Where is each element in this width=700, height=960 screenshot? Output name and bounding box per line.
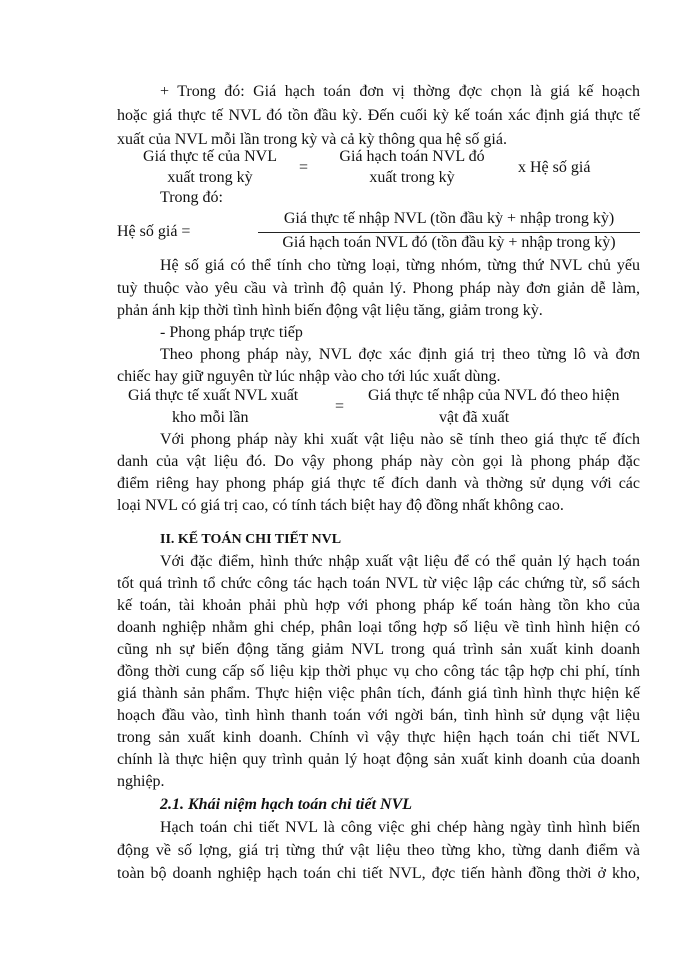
formula-equals: = xyxy=(335,398,345,415)
formula-rhs-line: xuất trong kỳ xyxy=(369,169,455,186)
paragraph-line: hoặc giá thực tế NVL đó tồn đầu kỳ. Đến cuối kỳ kế toán xác định giá thực tế xyxy=(117,107,640,124)
formula-lhs-line: Giá thực tế xuất NVL xuất xyxy=(128,387,299,404)
paragraph-line: trong sản xuất kinh doanh. Chính vì vậy thực hiện hạch toán chi tiết NVL xyxy=(117,729,640,746)
formula-rhs-line: Giá hạch toán NVL đó xyxy=(339,148,485,165)
paragraph-line: loại NVL có giá trị cao, có tính tách biệt hay độ đồng nhất không cao. xyxy=(117,497,564,514)
formula-equals: = xyxy=(299,159,309,176)
trong-do-label: Trong đó: xyxy=(160,189,223,206)
formula-lhs-line: kho mỗi lần xyxy=(172,409,249,426)
formula-numerator: Giá thực tế nhập NVL (tồn đầu kỳ + nhập trong kỳ) xyxy=(283,210,615,227)
formula-lhs: Hệ số giá = xyxy=(117,223,191,240)
paragraph-line: giá thành sản phẩm. Thực hiện việc phân tích, đánh giá tình hình thực hiện kế xyxy=(117,685,640,702)
formula-lhs-line: xuất trong kỳ xyxy=(167,169,253,186)
paragraph-line: cũng nh sự biến động tăng giảm NVL trong quá trình sản xuất kinh doanh xyxy=(117,641,640,658)
paragraph-line: tốt quá trình tổ chức công tác hạch toán NVL từ việc lập các chứng từ, sổ sách xyxy=(117,575,640,592)
paragraph-line: điểm riêng hay phong pháp giá thực tế đích danh và thờng sử dụng với các xyxy=(117,475,640,492)
paragraph-line: Với đặc điểm, hình thức nhập xuất vật liệu để có thể quản lý hạch toán xyxy=(160,553,640,570)
subsection-heading: 2.1. Khái niệm hạch toán chi tiết NVL xyxy=(160,796,413,813)
paragraph-line: + Trong đó: Giá hạch toán đơn vị thờng đợc chọn là giá kế hoạch xyxy=(160,83,640,100)
paragraph-line: kế toán, tài khoản phải phù hợp với phong pháp kế toán hàng tồn kho của xyxy=(117,597,640,614)
paragraph-line: Hệ số giá có thể tính cho từng loại, từng nhóm, từng thứ NVL chủ yếu xyxy=(160,257,640,274)
paragraph-line: đồng thời cung cấp số liệu kịp thời phục vụ cho công tác tập hợp chi phí, tính xyxy=(117,663,640,680)
formula-rhs-line: vật đã xuất xyxy=(439,409,510,426)
paragraph-line: toàn bộ doanh nghiệp hạch toán chi tiết NVL, đợc tiến hành đồng thời ở kho, xyxy=(117,865,640,882)
paragraph-line: xuất của NVL mỗi lần trong kỳ và cả kỳ thông qua hệ số giá. xyxy=(117,131,507,148)
paragraph-line: danh của vật liệu đó. Do vậy phong pháp này còn gọi là phong pháp đặc xyxy=(117,453,640,470)
paragraph-line: phản ánh kịp thời tình hình biến động vật liệu tăng, giảm trong kỳ. xyxy=(117,302,543,319)
formula-multiplier: x Hệ số giá xyxy=(518,159,591,176)
paragraph-line: hoạch đầu vào, tình hình thanh toán với ngời bán, tình hình sử dụng vật liệu xyxy=(117,707,640,724)
paragraph-line: Hạch toán chi tiết NVL là công việc ghi chép hàng ngày tình hình biến xyxy=(160,819,640,836)
section-heading: II. KẾ TOÁN CHI TIẾT NVL xyxy=(160,532,342,547)
paragraph-line: Theo phong pháp này, NVL đợc xác định giá trị theo từng lô và đơn xyxy=(160,346,640,363)
formula-lhs-line: Giá thực tế của NVL xyxy=(143,148,277,165)
paragraph-line: tuỳ thuộc vào yêu cầu và trình độ quản lý. Phong pháp này đơn giản dễ làm, xyxy=(117,280,640,297)
formula-denominator: Giá hạch toán NVL đó (tồn đầu kỳ + nhập trong kỳ) xyxy=(282,234,616,251)
paragraph-line: Với phong pháp này khi xuất vật liệu nào sẽ tính theo giá thực tế đích xyxy=(160,431,640,448)
paragraph-line: động về số lợng, giá trị từng thứ vật liệu theo từng kho, từng danh điểm và xyxy=(117,842,640,859)
paragraph-line: doanh nghiệp nhằm ghi chép, phân loại tổng hợp số liệu về tình hình hiện có xyxy=(117,619,640,636)
paragraph-line: chiếc hay giữ nguyên từ lúc nhập vào cho tới lúc xuất dùng. xyxy=(117,368,501,385)
paragraph-line: - Phong pháp trực tiếp xyxy=(160,324,303,341)
paragraph-line: nghiệp. xyxy=(117,773,165,790)
paragraph-line: chính là thực hiện quy trình quản lý hoạt động sản xuất kinh doanh của doanh xyxy=(117,751,640,768)
formula-rhs-line: Giá thực tế nhập của NVL đó theo hiện xyxy=(368,387,620,404)
